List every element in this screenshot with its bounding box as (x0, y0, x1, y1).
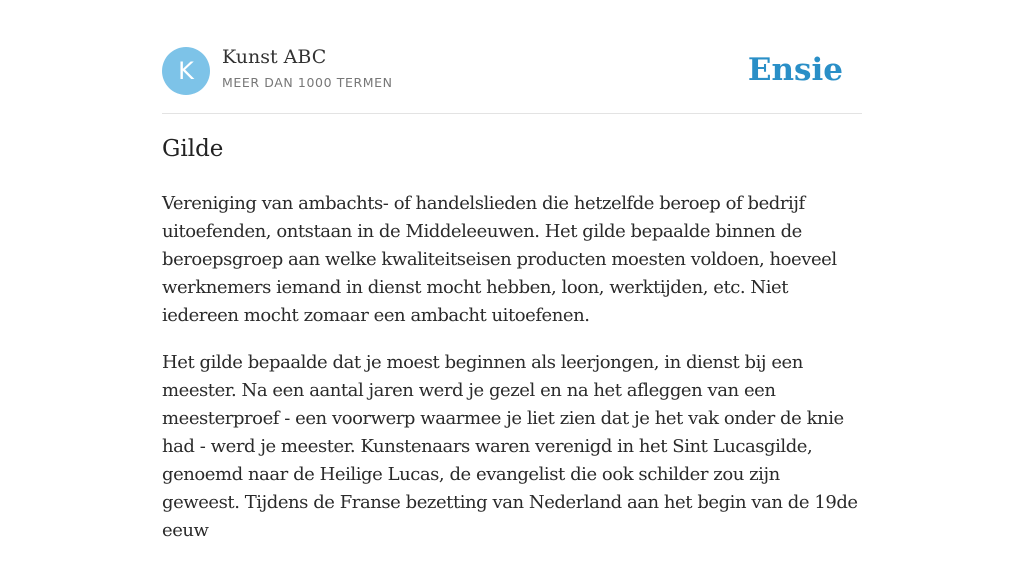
page-title: Gilde (162, 136, 224, 162)
article-paragraph: Vereniging van ambachts- of handelslieden die hetzelfde beroep of bedrijf uitoefenden, ontstaan in de Middeleeuwen. Het gilde bepaalde binnen de beroepsgroep aan welke kwaliteitseisen producten moesten voldoen, hoeveel werknemers iemand in dienst mocht hebben, loon, werktijden, etc. Niet iedereen mocht zomaar een ambacht uitoefenen. (162, 193, 837, 326)
site-name[interactable]: Kunst ABC (222, 46, 327, 68)
article-body (162, 190, 862, 564)
site-header (162, 0, 862, 114)
site-subtitle: MEER DAN 1000 TERMEN (222, 75, 393, 90)
brand-logo[interactable]: Ensie (747, 52, 843, 88)
page-container (162, 0, 862, 541)
article-paragraph: Het gilde bepaalde dat je moest beginnen als leerjongen, in dienst bij een meester. Na een aantal jaren werd je gezel en na het afleggen van een meesterproef - een voorwerp waarmee je liet zien dat je het vak onder de knie had - werd je meester. Kunstenaars waren verenigd in het Sint Lucasgilde, genoemd naar de Heilige Lucas, de evangelist die ook schilder zou zijn geweest. Tijdens de Franse bezetting van Nederland aan het begin van de 19de eeuw (162, 352, 858, 541)
avatar[interactable]: K (162, 47, 210, 95)
